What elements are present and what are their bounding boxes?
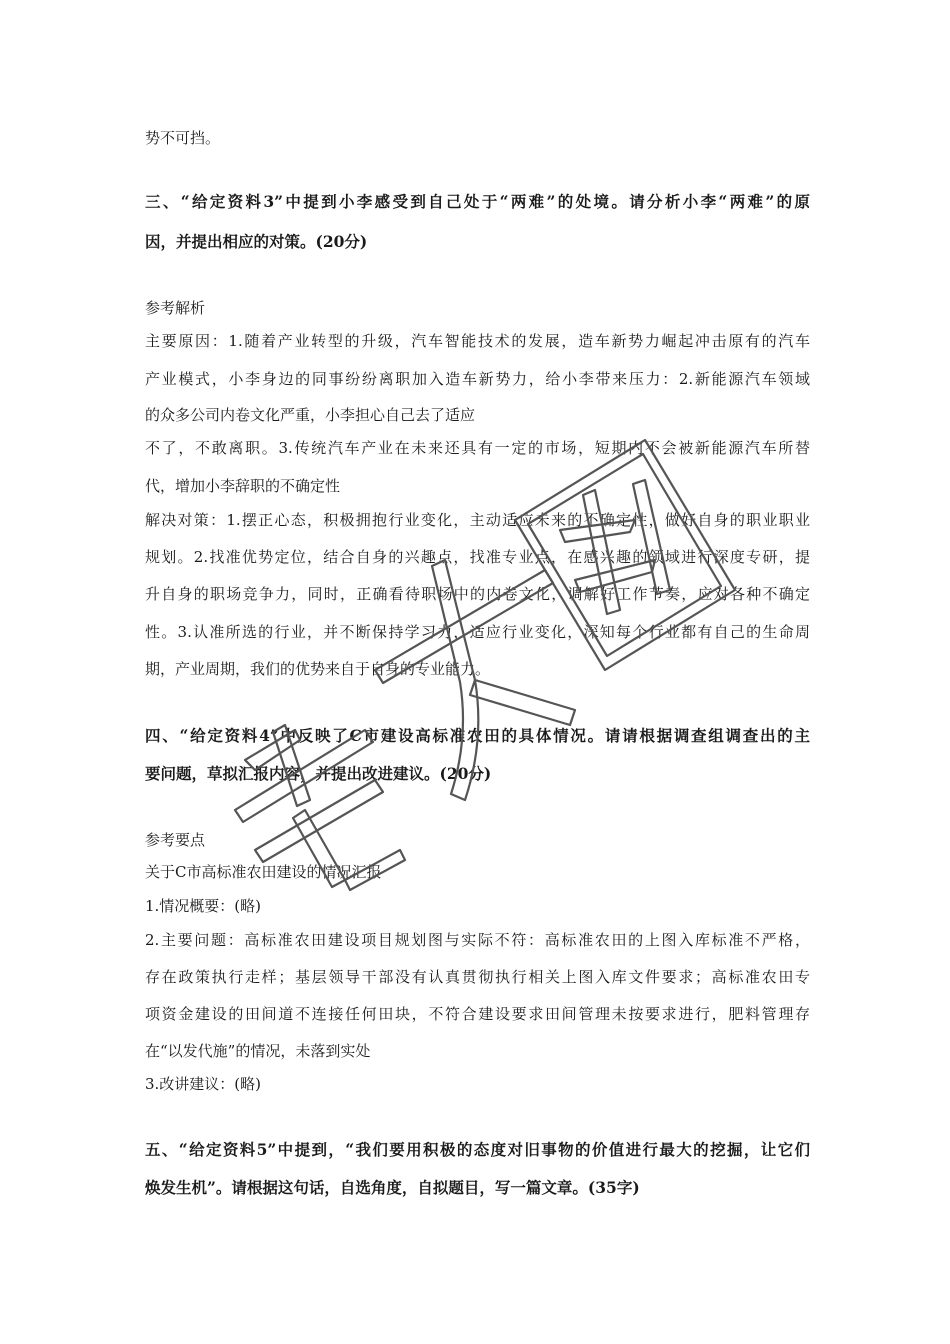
body-text-line: 不了，不敢离职。3.传统汽车产业在未来还具有一定的市场，短期内不会被新能源汽车所替: [145, 439, 810, 457]
question-line: 要问题，草拟汇报内容，并提出改进建议。(20分): [145, 764, 492, 783]
body-text-line: 的众多公司内卷文化严重，小李担心自己去了适应: [145, 406, 476, 424]
body-text-line: 参考解析: [145, 299, 206, 317]
body-text-line: 项资金建设的田间道不连接任何田块，不符合建设要求田间管理未按要求进行，肥料管理存: [145, 1005, 810, 1023]
body-text-line: 3.改讲建议：(略): [145, 1075, 262, 1093]
body-text-line: 势不可挡。: [145, 129, 221, 147]
body-text-line: 期，产业周期，我们的优势来自于自身的专业能力。: [145, 660, 491, 678]
body-text-line: 主要原因：1.随着产业转型的升级，汽车智能技术的发展，造车新势力崛起冲击原有的汽车: [145, 332, 810, 350]
body-text-line: 参考要点: [145, 831, 206, 849]
body-text-line: 1.情况概要：(略): [145, 897, 262, 915]
body-text-line: 升自身的职场竞争力，同时，正确看待职场中的内卷文化，调解好工作节奏，应对各种不确定: [145, 585, 810, 603]
body-text-line: 在“以发代施”的情况，未落到实处: [145, 1042, 371, 1060]
question-line: 五、“给定资料5”中提到，“我们要用积极的态度对旧事物的价值进行最大的挖掘，让它们: [145, 1140, 810, 1159]
question-line: 焕发生机”。请根据这句话，自选角度，自拟题目，写一篇文章。(35字): [145, 1178, 640, 1197]
question-line: 三、“给定资料3”中提到小李感受到自己处于“两难”的处境。请分析小李“两难”的原: [145, 192, 810, 211]
body-text-line: 规划。2.找准优势定位，结合自身的兴趣点，找准专业点，在感兴趣的领域进行深度专研，提: [145, 548, 810, 566]
body-text-line: 存在政策执行走样；基层领导干部没有认真贯彻执行相关上图入库文件要求；高标准农田专: [145, 968, 810, 986]
question-line: 因，并提出相应的对策。(20分): [145, 232, 368, 251]
body-text-line: 解决对策：1.摆正心态，积极拥抱行业变化，主动适应未来的不确定性，做好自身的职业职业: [145, 511, 810, 529]
body-text-line: 关于C市高标准农田建设的情况汇报: [145, 863, 382, 881]
body-text-line: 代，增加小李辞职的不确定性: [145, 477, 341, 495]
body-text-line: 产业模式，小李身边的同事纷纷离职加入造车新势力，给小李带来压力：2.新能源汽车领域: [145, 370, 810, 388]
body-text-line: 性。3.认准所选的行业，并不断保持学习力，适应行业变化，深知每个行业都有自己的生命周: [145, 623, 810, 641]
body-text-line: 2.主要问题：高标准农田建设项目规划图与实际不符：高标准农田的上图入库标准不严格，: [145, 931, 810, 949]
question-line: 四、“给定资料4”中反映了C市建设高标准农田的具体情况。请请根据调查组调查出的主: [145, 726, 810, 745]
